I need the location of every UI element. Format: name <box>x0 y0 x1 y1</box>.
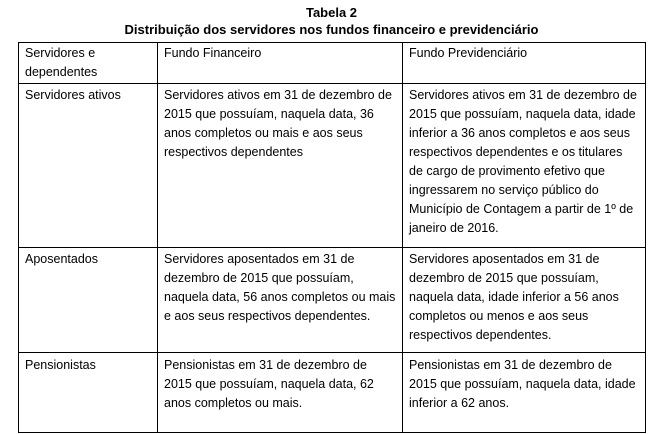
financeiro-cell <box>158 248 403 353</box>
table-row-servidores-ativos <box>19 84 646 248</box>
previdenciario-text: Servidores ativos em 31 de dezembro de 2015 que possuíam, naquela data, idade inferior a 36 anos completos e aos seus respectivos dependentes e os titulares de cargo de provimento efetivo que ingressarem no serviço público do Município de Contagem a partir de 1º de janeiro de 2016. <box>409 88 637 235</box>
table-subtitle: Distribuição dos servidores nos fundos financeiro e previdenciário <box>124 22 539 37</box>
financeiro-text: Pensionistas em 31 de dezembro de 2015 que possuíam, naquela data, 62 anos completos ou mais. <box>164 358 374 410</box>
financeiro-text: Servidores aposentados em 31 de dezembro de 2015 que possuíam, naquela data, 56 anos completos ou mais e aos seus respectivos dependentes. <box>164 252 396 323</box>
header-servidores-dependentes: Servidores e dependentes <box>19 43 158 84</box>
table-title: Tabela 2 <box>305 5 358 20</box>
financeiro-cell <box>158 353 403 433</box>
previdenciario-cell <box>403 84 646 248</box>
row-category-cell <box>19 84 158 248</box>
header-fundo-financeiro: Fundo Financeiro <box>158 43 403 84</box>
distribution-table <box>18 42 646 433</box>
table-header-row <box>19 43 646 84</box>
previdenciario-text: Servidores aposentados em 31 de dezembro de 2015 que possuíam, naquela data, idade inferior a 56 anos completos ou menos e aos seus respectivos dependentes. <box>409 252 619 342</box>
row-category-label: Aposentados <box>25 252 98 266</box>
financeiro-cell <box>158 84 403 248</box>
table-row-aposentados <box>19 248 646 353</box>
row-category-cell <box>19 353 158 433</box>
table-row-pensionistas <box>19 353 646 433</box>
previdenciario-cell <box>403 248 646 353</box>
previdenciario-cell <box>403 353 646 433</box>
row-category-cell <box>19 248 158 353</box>
header-fundo-previdenciario: Fundo Previdenciário <box>403 43 646 84</box>
financeiro-text: Servidores ativos em 31 de dezembro de 2015 que possuíam, naquela data, 36 anos completos ou mais e aos seus respectivos dependentes <box>164 88 392 159</box>
row-category-label: Servidores ativos <box>25 88 121 102</box>
row-category-label: Pensionistas <box>25 358 96 372</box>
previdenciario-text: Pensionistas em 31 de dezembro de 2015 que possuíam, naquela data, idade inferior a 62 anos. <box>409 358 636 410</box>
